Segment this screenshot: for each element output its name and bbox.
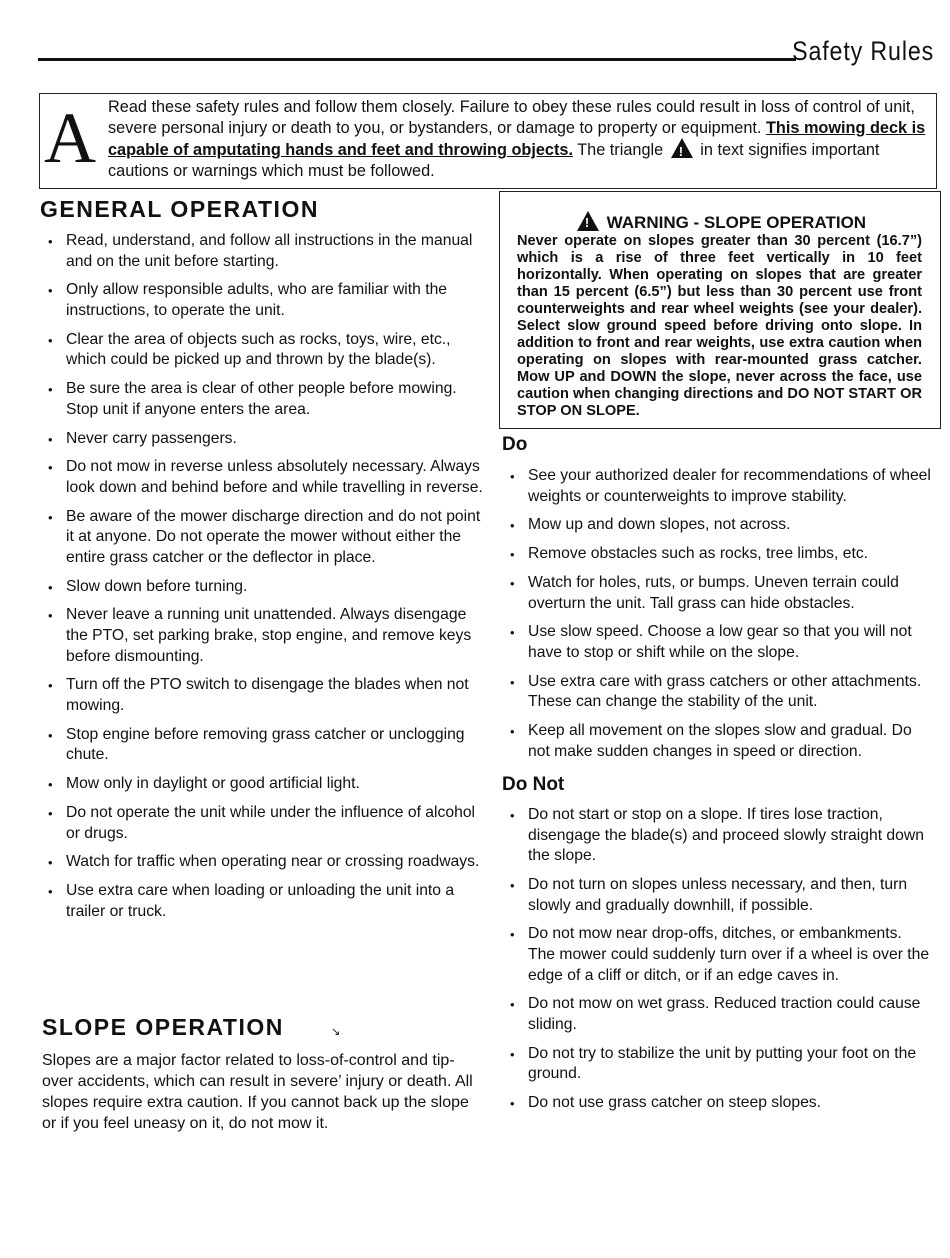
list-item: • Remove obstacles such as rocks, tree limbs, etc. — [502, 544, 932, 565]
intro-triangle-text: The triangle — [577, 141, 664, 160]
header-rule — [38, 58, 796, 61]
list-item: • Use extra care with grass catchers or other attachments. These can change the stability of the unit. — [502, 672, 932, 713]
slope-warning-body: Never operate on slopes greater than 30 percent (16.7”) which is a rise of three feet vertically in 10 feet horizontally. When operating on slopes that are greater than 15 percent (6.5”) but less than 30 percent use front counterweights and rear wheel weights (see your dealer). Select slow ground speed before driving onto slope. In addition to front and rear weights, use extra caution when operating on slopes with rear-mounted grass catcher. Mow UP and DOWN the slope, never across the face, use caution when changing directions and DO NOT START OR STOP ON SLOPE. — [517, 233, 922, 419]
list-item: • Turn off the PTO switch to disengage the blades when not mowing. — [40, 675, 485, 716]
list-item: • Slow down before turning. — [40, 577, 485, 598]
list-item: • Keep all movement on the slopes slow and gradual. Do not make sudden changes in speed or direction. — [502, 721, 932, 762]
list-item: • Do not mow near drop-offs, ditches, or embankments. The mower could suddenly turn over if a wheel is over the edge of a cliff or ditch, or if an edge caves in. — [502, 924, 932, 986]
page-title: Safety Rules — [792, 36, 934, 66]
list-item: • Never carry passengers. — [40, 429, 485, 450]
intro-text-start: Read these safety rules and follow them closely. Failure to obey these rules could result in loss of control of unit, severe personal injury or death to you, or bystanders, or damage to property or equipment. — [108, 98, 915, 137]
list-item: • Clear the area of objects such as rocks, toys, wire, etc., which could be picked up and thrown by the blade(s). — [40, 330, 485, 371]
drop-cap: A — [44, 98, 96, 178]
list-item: • Use extra care when loading or unloading the unit into a trailer or truck. — [40, 881, 485, 922]
do-heading: Do — [502, 434, 528, 455]
slope-operation-paragraph: Slopes are a major factor related to loss-of-control and tip-over accidents, which can result in severe’ injury or death. All slopes require extra caution. If you cannot back up the slope or if you feel uneasy on it, do not mow it. — [42, 1052, 473, 1132]
general-operation-heading: GENERAL OPERATION — [40, 196, 319, 222]
warning-triangle-icon — [577, 211, 599, 231]
intro-text — [108, 97, 934, 181]
list-item: • Do not operate the unit while under the influence of alcohol or drugs. — [40, 803, 485, 844]
do-section — [502, 458, 932, 770]
do-not-section — [502, 797, 932, 1122]
list-item: • Mow up and down slopes, not across. — [502, 515, 932, 536]
list-item: • Never leave a running unit unattended. Always disengage the PTO, set parking brake, stop engine, and remove keys before dismounting. — [40, 605, 485, 667]
do-list — [502, 466, 932, 762]
list-item: • Do not use grass catcher on steep slopes. — [502, 1093, 932, 1114]
list-item: • Watch for holes, ruts, or bumps. Uneven terrain could overturn the unit. Tall grass can hide obstacles. — [502, 573, 932, 614]
slope-warning-box — [499, 191, 941, 429]
slope-warning-title — [500, 211, 940, 233]
slope-operation-heading: SLOPE OPERATION — [42, 1014, 284, 1040]
list-item: • Do not start or stop on a slope. If tires lose traction, disengage the blade(s) and proceed slowly straight down the slope. — [502, 805, 932, 867]
list-item: • Stop engine before removing grass catcher or unclogging chute. — [40, 725, 485, 766]
list-item: • Be aware of the mower discharge direction and do not point it at anyone. Do not operate the mower without either the entire grass catcher or the deflector in place. — [40, 507, 485, 569]
do-not-list — [502, 805, 932, 1114]
do-not-heading: Do Not — [502, 774, 565, 795]
general-operation-list — [40, 231, 485, 922]
list-item: • Do not try to stabilize the unit by putting your foot on the ground. — [502, 1044, 932, 1085]
intro-text-end: in text signifies important cautions or warnings which must be followed. — [108, 141, 880, 180]
intro-box — [39, 93, 937, 189]
list-item: • Do not turn on slopes unless necessary, and then, turn slowly and gradually downhill, if possible. — [502, 875, 932, 916]
list-item: • Use slow speed. Choose a low gear so that you will not have to stop or shift while on the slope. — [502, 622, 932, 663]
list-item: • Watch for traffic when operating near or crossing roadways. — [40, 852, 485, 873]
list-item: • Do not mow on wet grass. Reduced traction could cause sliding. — [502, 994, 932, 1035]
list-item: • Only allow responsible adults, who are familiar with the instructions, to operate the unit. — [40, 280, 485, 321]
slope-warning-title-text: WARNING - SLOPE OPERATION — [606, 213, 867, 232]
list-item: • Do not mow in reverse unless absolutely necessary. Always look down and behind before and while travelling in reverse. — [40, 457, 485, 498]
list-item: • Be sure the area is clear of other people before mowing. Stop unit if anyone enters the area. — [40, 379, 485, 420]
stray-mark: ↘ — [331, 1026, 341, 1038]
list-item: • See your authorized dealer for recommendations of wheel weights or counterweights to improve stability. — [502, 466, 932, 507]
list-item: • Read, understand, and follow all instructions in the manual and on the unit before starting. — [40, 231, 485, 272]
left-column — [40, 196, 485, 930]
amputation-warning: This mowing deck is capable of amputating hands and feet and throwing objects. — [108, 118, 926, 160]
warning-triangle-icon — [671, 138, 693, 158]
list-item: • Mow only in daylight or good artificial light. — [40, 774, 485, 795]
